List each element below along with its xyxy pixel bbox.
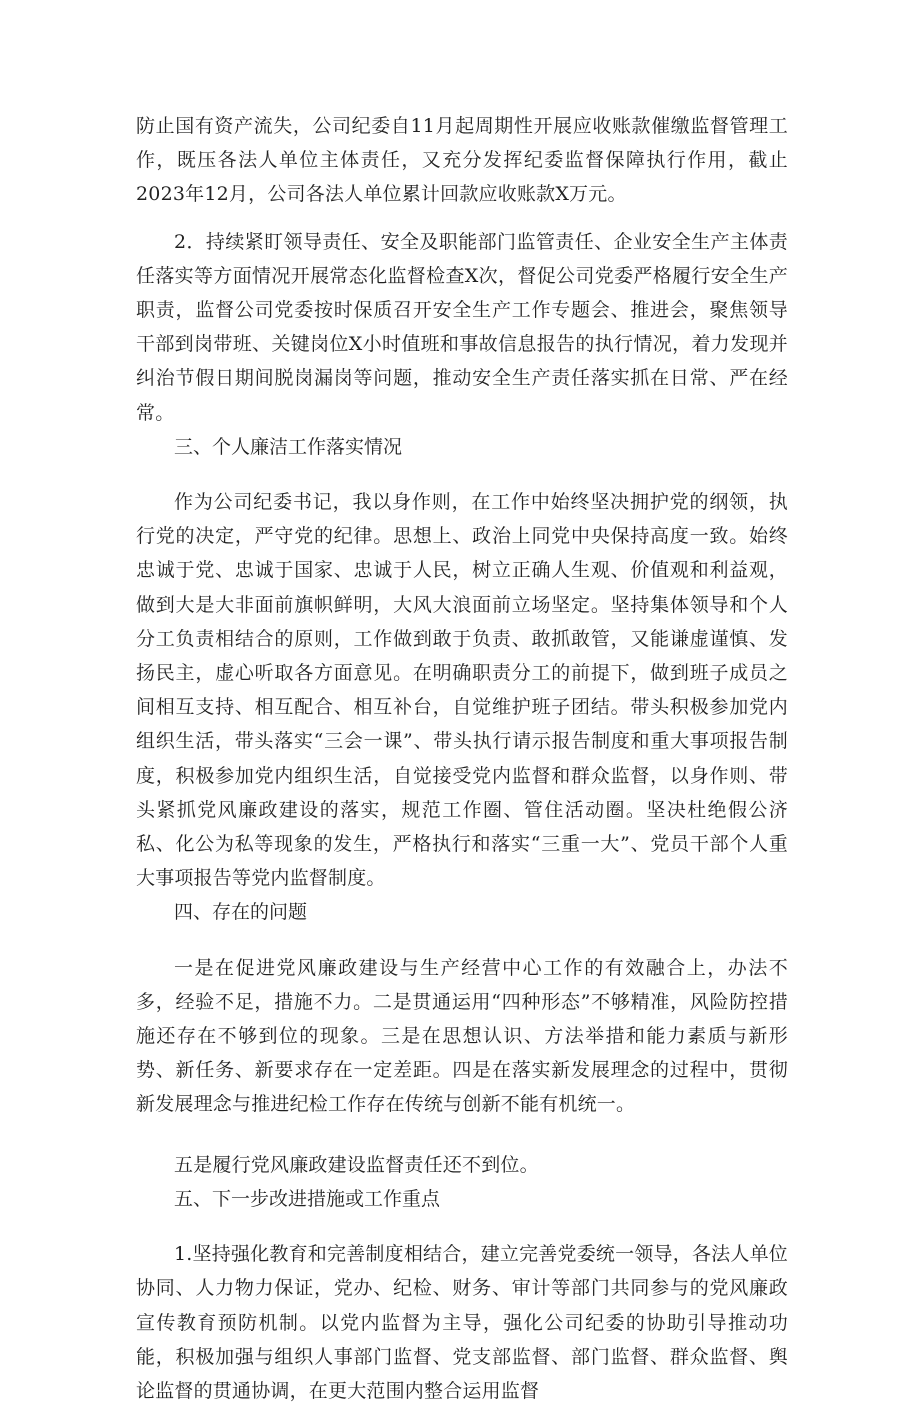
section-heading-5: 五、下一步改进措施或工作重点 bbox=[174, 1187, 441, 1210]
paragraph-section-4-five: 五是履行党风廉政建设监督责任还不到位。 bbox=[174, 1153, 539, 1176]
section-heading-3: 三、个人廉洁工作落实情况 bbox=[174, 435, 403, 458]
paragraph-continued: 防止国有资产流失，公司纪委自11月起周期性开展应收账款催缴监督管理工作，既压各法人单位主体责任，又充分发挥纪委监督保障执行作用，截止2023年12月，公司各法人单位累计回款应收账款X万元。 bbox=[136, 115, 788, 206]
section-heading-4: 四、存在的问题 bbox=[174, 901, 308, 924]
paragraph-item-2: 2．持续紧盯领导责任、安全及职能部门监管责任、企业安全生产主体责任落实等方面情况开展常态化监督检查X次，督促公司党委严格履行安全生产职责，监督公司党委按时保质召开安全生产工作专题会、推进会，聚焦领导干部到岗带班、关键岗位X小时值班和事故信息报告的执行情况，着力发现并纠治节假日期间脱岗漏岗等问题，推动安全生产责任落实抓在日常、严在经常。 bbox=[136, 230, 788, 424]
paragraph-section-3: 作为公司纪委书记，我以身作则，在工作中始终坚决拥护党的纲领，执行党的决定，严守党的纪律。思想上、政治上同党中央保持高度一致。始终忠诚于党、忠诚于国家、忠诚于人民，树立正确人生观、价值观和利益观，做到大是大非面前旗帜鲜明，大风大浪面前立场坚定。坚持集体领导和个人分工负责相结合的原则，工作做到敢于负责、敢抓敢管，又能谦虚谨慎、发扬民主，虚心听取各方面意见。在明确职责分工的前提下，做到班子成员之间相互支持、相互配合、相互补台，自觉维护班子团结。带头积极参加党内组织生活，带头落实“三会一课”、带头执行请示报告制度和重大事项报告制度，积极参加党内组织生活，自觉接受党内监督和群众监督，以身作则、带头紧抓党风廉政建设的落实，规范工作圈、管住活动圈。坚决杜绝假公济私、化公为私等现象的发生，严格执行和落实“三重一大”、党员干部个人重大事项报告等党内监督制度。 bbox=[136, 491, 788, 890]
paragraph-section-4: 一是在促进党风廉政建设与生产经营中心工作的有效融合上，办法不多，经验不足，措施不力。二是贯通运用“四种形态”不够精准，风险防控措施还存在不够到位的现象。三是在思想认识、方法举措和能力素质与新形势、新任务、新要求存在一定差距。四是在落实新发展理念的过程中，贯彻新发展理念与推进纪检工作存在传统与创新不能有机统一。 bbox=[136, 956, 788, 1116]
paragraph-section-5-item-1: 1.坚持强化教育和完善制度相结合，建立完善党委统一领导，各法人单位协同、人力物力保证，党办、纪检、财务、审计等部门共同参与的党风廉政宣传教育预防机制。以党内监督为主导，强化公司纪委的协助引导推动功能，积极加强与组织人事部门监督、党支部监督、部门监督、群众监督、舆论监督的贯通协调，在更大范围内整合运用监督 bbox=[136, 1243, 788, 1402]
document-body bbox=[136, 109, 788, 1408]
